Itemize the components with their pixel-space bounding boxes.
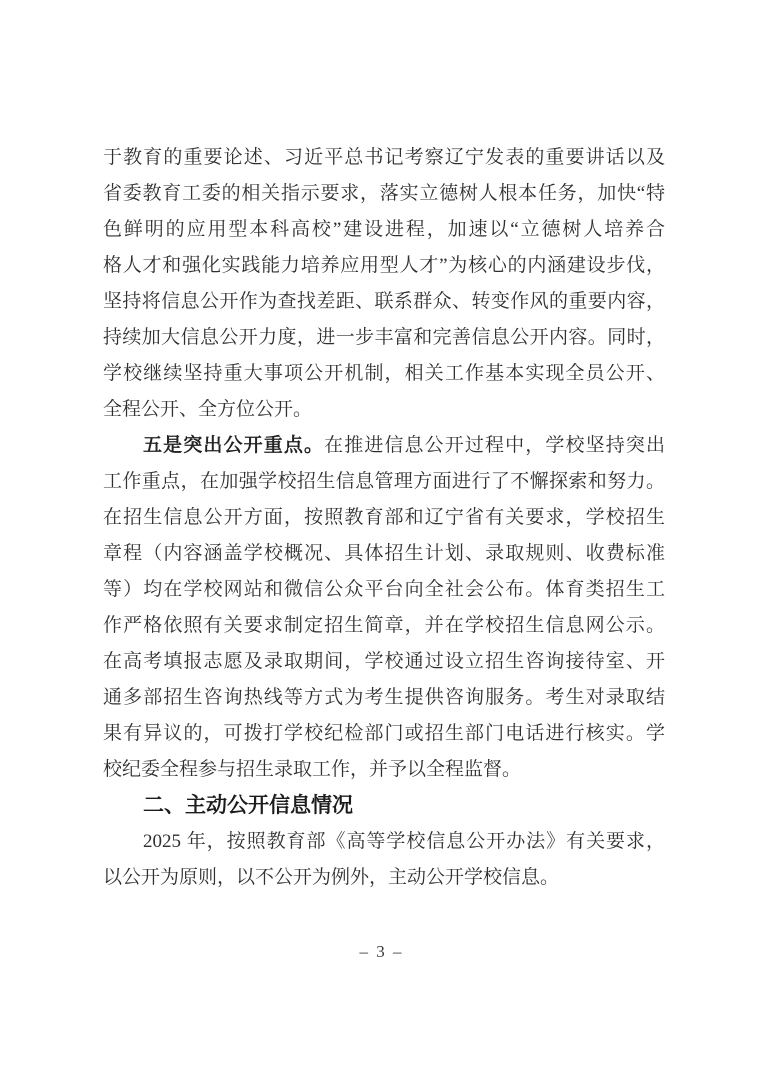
text-line: 学校继续坚持重大事项公开机制，相关工作基本实现全员公开、 <box>103 363 665 384</box>
section-heading-2: 二、主动公开信息情况 <box>143 794 353 817</box>
text-line: 坚持将信息公开作为查找差距、联系群众、转变作风的重要内容， <box>103 291 665 312</box>
text-line: 校纪委全程参与招生录取工作，并予以全程监督。 <box>103 759 522 780</box>
text-line: 作严格依照有关要求制定招生简章，并在学校招生信息网公示。 <box>103 615 665 636</box>
paragraph-lead-bold: 五是突出公开重点。 <box>143 435 325 456</box>
text-line <box>103 428 665 464</box>
text-line: 格人才和强化实践能力培养应用型人才”为核心的内涵建设步伐， <box>103 255 665 276</box>
text-line: 在招生信息公开方面，按照教育部和辽宁省有关要求，学校招生 <box>103 507 665 528</box>
paragraph-highlight-point-five <box>103 428 665 788</box>
text-line: 持续加大信息公开力度，进一步丰富和完善信息公开内容。同时， <box>103 327 665 348</box>
text-line: 全程公开、全方位公开。 <box>103 399 313 420</box>
text-line: 色鲜明的应用型本科高校”建设进程，加速以“立德树人培养合 <box>103 219 665 240</box>
page-number: – 3 – <box>359 942 404 961</box>
page-footer <box>0 942 763 962</box>
paragraph-2025 <box>103 824 665 896</box>
text-line: 等）均在学校网站和微信公众平台向全社会公布。体育类招生工 <box>103 579 665 600</box>
page-body <box>103 140 665 896</box>
text-line: 章程（内容涵盖学校概况、具体招生计划、录取规则、收费标准 <box>103 543 665 564</box>
text-line: 省委教育工委的相关指示要求，落实立德树人根本任务，加快“特 <box>103 183 665 204</box>
text-line: 工作重点，在加强学校招生信息管理方面进行了不懈探索和努力。 <box>103 471 665 492</box>
text-line: 通多部招生咨询热线等方式为考生提供咨询服务。考生对录取结 <box>103 687 665 708</box>
text-line: 果有异议的，可拨打学校纪检部门或招生部门电话进行核实。学 <box>103 723 665 744</box>
text-line: 于教育的重要论述、习近平总书记考察辽宁发表的重要讲话以及 <box>103 147 665 168</box>
text-line: 2025 年，按照教育部《高等学校信息公开办法》有关要求， <box>143 831 665 852</box>
paragraph-lead-rest: 在推进信息公开过程中，学校坚持突出 <box>324 435 665 456</box>
paragraph-continuation <box>103 140 665 428</box>
text-line: 在高考填报志愿及录取期间，学校通过设立招生咨询接待室、开 <box>103 651 665 672</box>
text-line: 以公开为原则，以不公开为例外，主动公开学校信息。 <box>103 867 560 888</box>
